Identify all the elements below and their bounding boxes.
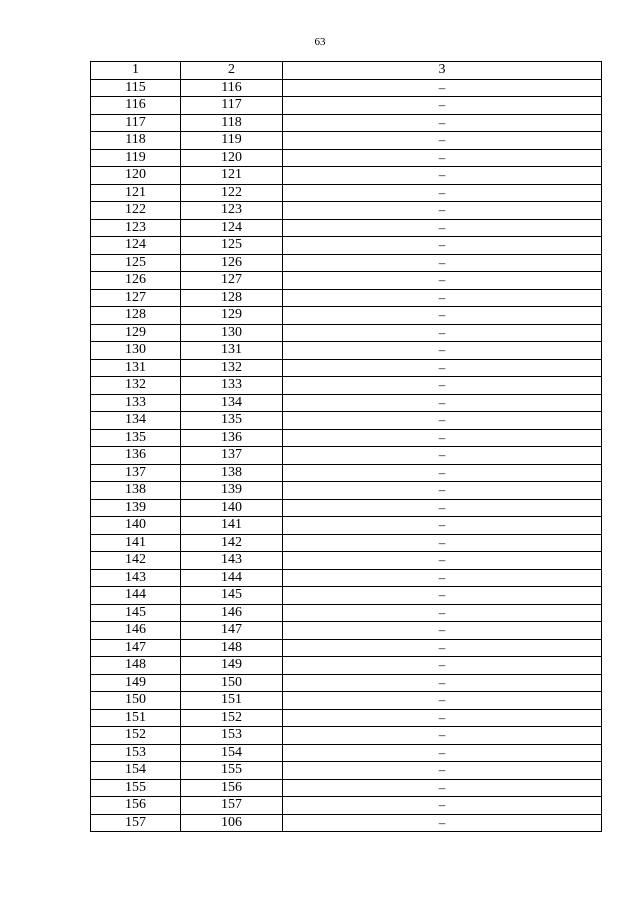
table-row	[91, 377, 602, 395]
table-header	[91, 62, 602, 80]
table-row	[91, 499, 602, 517]
table-cell-col-2: 157	[181, 797, 283, 815]
table-cell-col-1: 117	[91, 114, 181, 132]
table-cell-col-2: 137	[181, 447, 283, 465]
table-row	[91, 202, 602, 220]
table-cell-col-3: –	[283, 307, 602, 325]
table-cell-col-3: –	[283, 429, 602, 447]
table-cell-col-2: 122	[181, 184, 283, 202]
table-row	[91, 622, 602, 640]
table-row	[91, 289, 602, 307]
table-cell-col-1: 126	[91, 272, 181, 290]
table-cell-col-3: –	[283, 447, 602, 465]
table-cell-col-1: 125	[91, 254, 181, 272]
table-cell-col-1: 138	[91, 482, 181, 500]
table-cell-col-1: 134	[91, 412, 181, 430]
table-row	[91, 219, 602, 237]
table-row	[91, 149, 602, 167]
table-cell-col-2: 145	[181, 587, 283, 605]
table-row	[91, 552, 602, 570]
table-cell-col-2: 146	[181, 604, 283, 622]
table-cell-col-1: 128	[91, 307, 181, 325]
data-table	[90, 61, 602, 832]
table-cell-col-2: 153	[181, 727, 283, 745]
table-row	[91, 114, 602, 132]
table-cell-col-2: 142	[181, 534, 283, 552]
table-cell-col-1: 120	[91, 167, 181, 185]
table-cell-col-1: 143	[91, 569, 181, 587]
table-cell-col-3: –	[283, 499, 602, 517]
table-cell-col-1: 127	[91, 289, 181, 307]
table-cell-col-1: 130	[91, 342, 181, 360]
table-cell-col-3: –	[283, 289, 602, 307]
table-cell-col-1: 142	[91, 552, 181, 570]
table-cell-col-3: –	[283, 149, 602, 167]
table-cell-col-3: –	[283, 202, 602, 220]
table-cell-col-2: 117	[181, 97, 283, 115]
table-cell-col-1: 129	[91, 324, 181, 342]
table-cell-col-1: 145	[91, 604, 181, 622]
table-cell-col-1: 133	[91, 394, 181, 412]
table-cell-col-3: –	[283, 797, 602, 815]
column-header-2: 2	[181, 62, 283, 80]
table-cell-col-2: 135	[181, 412, 283, 430]
table-row	[91, 79, 602, 97]
table-cell-col-1: 157	[91, 814, 181, 832]
table-row	[91, 97, 602, 115]
table-cell-col-3: –	[283, 342, 602, 360]
table-cell-col-1: 141	[91, 534, 181, 552]
table-cell-col-3: –	[283, 727, 602, 745]
table-cell-col-1: 147	[91, 639, 181, 657]
table-row	[91, 464, 602, 482]
table-row	[91, 779, 602, 797]
table-cell-col-2: 152	[181, 709, 283, 727]
table-cell-col-1: 136	[91, 447, 181, 465]
table-row	[91, 307, 602, 325]
table-cell-col-1: 123	[91, 219, 181, 237]
table-cell-col-3: –	[283, 219, 602, 237]
table-cell-col-2: 120	[181, 149, 283, 167]
table-cell-col-3: –	[283, 114, 602, 132]
table-cell-col-1: 132	[91, 377, 181, 395]
page-number: 63	[314, 36, 326, 48]
table-cell-col-1: 119	[91, 149, 181, 167]
table-cell-col-2: 155	[181, 762, 283, 780]
table-cell-col-3: –	[283, 779, 602, 797]
table-row	[91, 709, 602, 727]
table-cell-col-3: –	[283, 394, 602, 412]
table-row	[91, 517, 602, 535]
table-cell-col-1: 155	[91, 779, 181, 797]
table-row	[91, 237, 602, 255]
table-cell-col-1: 137	[91, 464, 181, 482]
table-cell-col-3: –	[283, 377, 602, 395]
table-cell-col-1: 122	[91, 202, 181, 220]
table-cell-col-2: 119	[181, 132, 283, 150]
table-cell-col-3: –	[283, 587, 602, 605]
table-cell-col-3: –	[283, 762, 602, 780]
table-cell-col-1: 121	[91, 184, 181, 202]
table-row	[91, 692, 602, 710]
header-row	[91, 62, 602, 80]
table-cell-col-2: 106	[181, 814, 283, 832]
table-row	[91, 184, 602, 202]
table-cell-col-3: –	[283, 132, 602, 150]
table-cell-col-2: 148	[181, 639, 283, 657]
table-body	[91, 79, 602, 832]
table-cell-col-2: 128	[181, 289, 283, 307]
table-cell-col-3: –	[283, 604, 602, 622]
table-cell-col-2: 141	[181, 517, 283, 535]
table-cell-col-3: –	[283, 814, 602, 832]
table-cell-col-3: –	[283, 482, 602, 500]
table-cell-col-3: –	[283, 254, 602, 272]
table-cell-col-2: 156	[181, 779, 283, 797]
table-cell-col-2: 134	[181, 394, 283, 412]
table-cell-col-3: –	[283, 692, 602, 710]
table-cell-col-1: 131	[91, 359, 181, 377]
table-cell-col-2: 132	[181, 359, 283, 377]
table-cell-col-2: 125	[181, 237, 283, 255]
table-cell-col-2: 149	[181, 657, 283, 675]
table-row	[91, 727, 602, 745]
table-cell-col-2: 123	[181, 202, 283, 220]
table-cell-col-3: –	[283, 639, 602, 657]
table-cell-col-1: 115	[91, 79, 181, 97]
table-row	[91, 429, 602, 447]
table-row	[91, 412, 602, 430]
table-cell-col-2: 154	[181, 744, 283, 762]
table-row	[91, 814, 602, 832]
table-cell-col-2: 118	[181, 114, 283, 132]
table-cell-col-1: 154	[91, 762, 181, 780]
table-row	[91, 604, 602, 622]
table-cell-col-1: 148	[91, 657, 181, 675]
table-row	[91, 797, 602, 815]
table-cell-col-1: 149	[91, 674, 181, 692]
table-row	[91, 394, 602, 412]
table-cell-col-1: 140	[91, 517, 181, 535]
table-cell-col-2: 151	[181, 692, 283, 710]
table-cell-col-2: 126	[181, 254, 283, 272]
table-cell-col-1: 153	[91, 744, 181, 762]
table-row	[91, 167, 602, 185]
column-header-3: 3	[283, 62, 602, 80]
table-cell-col-2: 138	[181, 464, 283, 482]
table-cell-col-2: 129	[181, 307, 283, 325]
table-cell-col-1: 118	[91, 132, 181, 150]
table-cell-col-1: 139	[91, 499, 181, 517]
table-cell-col-3: –	[283, 552, 602, 570]
table-cell-col-3: –	[283, 359, 602, 377]
table-cell-col-1: 146	[91, 622, 181, 640]
table-row	[91, 447, 602, 465]
table-row	[91, 762, 602, 780]
table-cell-col-1: 152	[91, 727, 181, 745]
table-cell-col-3: –	[283, 79, 602, 97]
table-cell-col-1: 156	[91, 797, 181, 815]
table-cell-col-2: 144	[181, 569, 283, 587]
table-row	[91, 359, 602, 377]
table-cell-col-1: 150	[91, 692, 181, 710]
table-row	[91, 482, 602, 500]
table-row	[91, 534, 602, 552]
table-cell-col-3: –	[283, 412, 602, 430]
table-cell-col-3: –	[283, 97, 602, 115]
table-cell-col-2: 143	[181, 552, 283, 570]
table-cell-col-2: 133	[181, 377, 283, 395]
table-cell-col-2: 124	[181, 219, 283, 237]
table-row	[91, 657, 602, 675]
table-cell-col-2: 147	[181, 622, 283, 640]
table-row	[91, 324, 602, 342]
table-cell-col-2: 139	[181, 482, 283, 500]
table-cell-col-2: 116	[181, 79, 283, 97]
table-cell-col-3: –	[283, 622, 602, 640]
column-header-1: 1	[91, 62, 181, 80]
table-row	[91, 639, 602, 657]
table-cell-col-1: 144	[91, 587, 181, 605]
table-cell-col-3: –	[283, 534, 602, 552]
table-cell-col-3: –	[283, 674, 602, 692]
table-row	[91, 744, 602, 762]
table-row	[91, 569, 602, 587]
table-cell-col-3: –	[283, 709, 602, 727]
table-cell-col-2: 131	[181, 342, 283, 360]
table-cell-col-1: 124	[91, 237, 181, 255]
table-cell-col-2: 121	[181, 167, 283, 185]
table-cell-col-2: 136	[181, 429, 283, 447]
table-row	[91, 132, 602, 150]
table-cell-col-3: –	[283, 272, 602, 290]
table-row	[91, 254, 602, 272]
table-cell-col-1: 151	[91, 709, 181, 727]
table-cell-col-3: –	[283, 167, 602, 185]
table-cell-col-3: –	[283, 184, 602, 202]
table-cell-col-3: –	[283, 517, 602, 535]
table-row	[91, 674, 602, 692]
table-cell-col-1: 116	[91, 97, 181, 115]
table-cell-col-3: –	[283, 324, 602, 342]
table-cell-col-3: –	[283, 464, 602, 482]
table-row	[91, 342, 602, 360]
table-cell-col-1: 135	[91, 429, 181, 447]
table-cell-col-3: –	[283, 657, 602, 675]
table-cell-col-2: 127	[181, 272, 283, 290]
table-cell-col-2: 130	[181, 324, 283, 342]
table-cell-col-2: 140	[181, 499, 283, 517]
table-row	[91, 587, 602, 605]
table-cell-col-2: 150	[181, 674, 283, 692]
table-cell-col-3: –	[283, 744, 602, 762]
table-cell-col-3: –	[283, 569, 602, 587]
table-row	[91, 272, 602, 290]
table-cell-col-3: –	[283, 237, 602, 255]
